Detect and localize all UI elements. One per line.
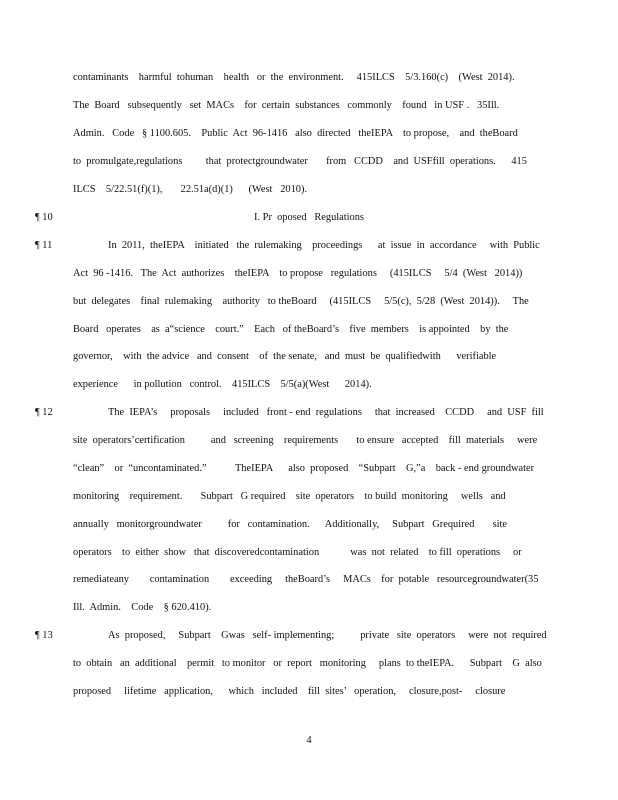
text-line: ILCS 5/22.51(f)(1), 22.51a(d)(1) (West 2010). [73,184,308,195]
paragraph-marker: ¶ 13 [35,630,53,641]
text-line: remediateany contamination exceeding theBoard’s MACs for potable resourcegroundwater(35 [73,574,539,585]
text-line: Admin. Code § 1100.605. Public Act 96-1416 also directed theIEPA to propose, and theBoard [73,128,518,139]
text-line: but delegates final rulemaking authority to theBoard (415ILCS 5/5(c), 5/28 (West 2014)). The [73,296,529,307]
text-line: Ill. Admin. Code § 620.410). [73,602,212,613]
text-line: governor, with the advice and consent of the senate, and must be qualifiedwith verifiable [73,351,497,362]
text-line: site operators’certification and screening requirements to ensure accepted fill materials were [73,435,538,446]
paragraph-marker: ¶ 11 [35,240,53,251]
section-heading: I. Pr oposed Regulations [254,212,364,223]
text-line: to promulgate,regulations that protectgroundwater from CCDD and USFfill operations. 415 [73,156,527,167]
text-line: contaminants harmful tohuman health or the environment. 415ILCS 5/3.160(c) (West 2014). [73,72,515,83]
text-line: In 2011, theIEPA initiated the rulemaking proceedings at issue in accordance with Public [108,240,540,251]
paragraph-marker: ¶ 10 [35,212,53,223]
page-number: 4 [306,735,312,746]
text-line: The Board subsequently set MACs for certain substances commonly found in USF . 35Ill. [73,100,500,111]
text-line: operators to either show that discoveredcontamination was not related to fill operations or [73,547,522,558]
text-line: annually monitorgroundwater for contamination. Additionally, Subpart Grequired site [73,519,508,530]
text-line: proposed lifetime application, which included fill sites’ operation, closure,post- closure [73,686,506,697]
text-line: “clean” or “uncontaminated.” TheIEPA also proposed “Subpart G,”a back - end groundwater [73,463,535,474]
text-line: Act 96 -1416. The Act authorizes theIEPA to propose regulations (415ILCS 5/4 (West 2014)) [73,268,523,279]
paragraph-marker: ¶ 12 [35,407,53,418]
text-line: Board operates as a“science court.” Each of theBoard’s five members is appointed by the [73,324,509,335]
text-line: The IEPA’s proposals included front - end regulations that increased CCDD and USF fill [108,407,544,418]
text-line: experience in pollution control. 415ILCS 5/5(a)(West 2014). [73,379,372,390]
text-line: to obtain an additional permit to monitor or report monitoring plans to theIEPA. Subpart G also [73,658,542,669]
text-line: As proposed, Subpart Gwas self- implementing; private site operators were not required [108,630,547,641]
text-line: monitoring requirement. Subpart G required site operators to build monitoring wells and [73,491,506,502]
